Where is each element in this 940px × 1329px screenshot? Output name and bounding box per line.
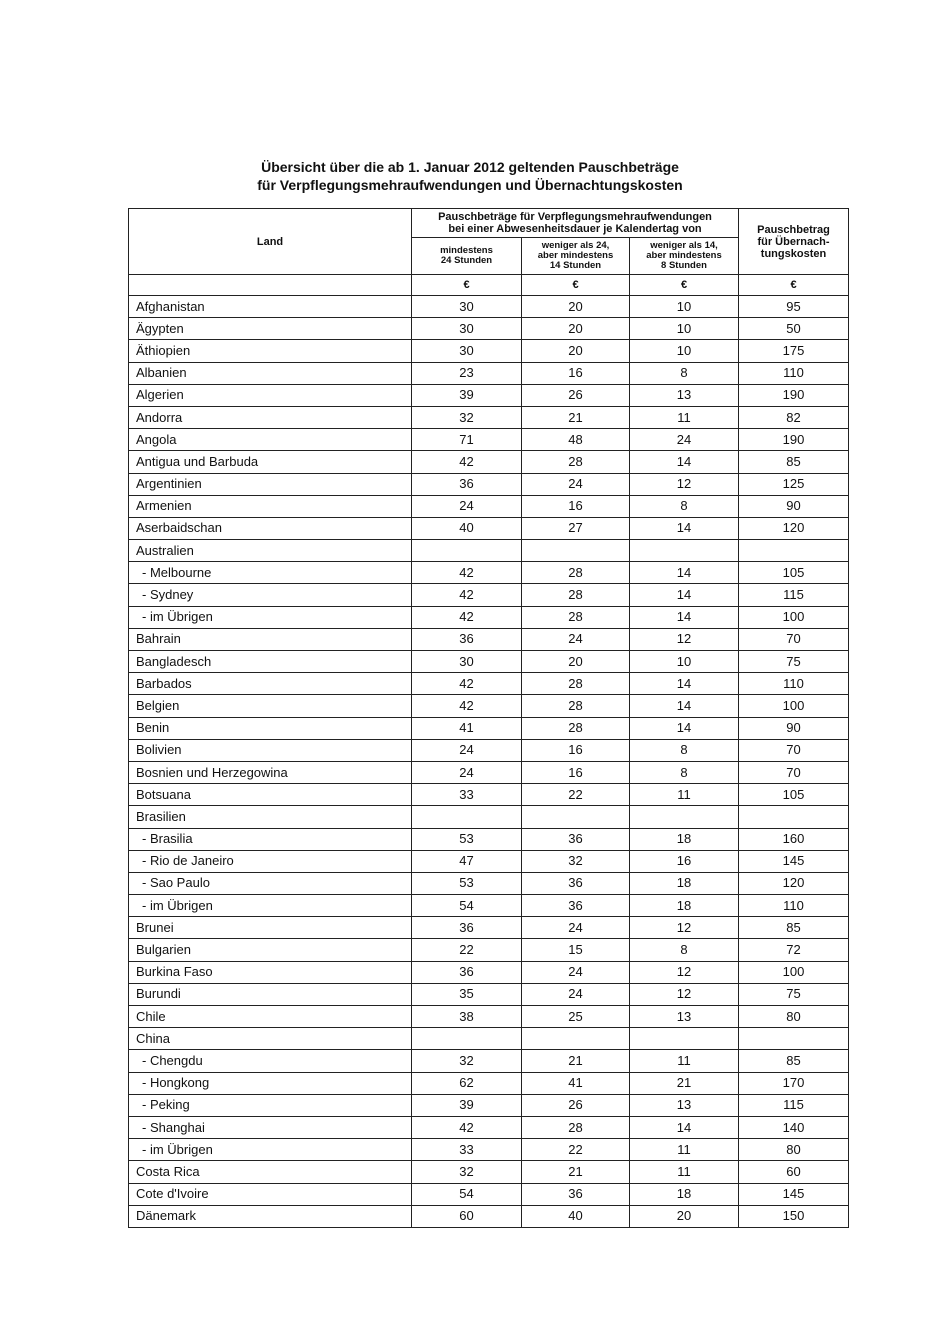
allowance-14h: 24 (522, 473, 630, 495)
allowance-24h: 24 (412, 739, 522, 761)
table-row (129, 384, 849, 406)
allowance-14h: 20 (522, 318, 630, 340)
allowance-overnight: 105 (739, 784, 849, 806)
allowance-8h: 12 (630, 983, 739, 1005)
header-14h-line-2: aber mindestens (537, 250, 614, 261)
table-row (129, 872, 849, 894)
allowance-overnight: 80 (739, 1139, 849, 1161)
allowance-14h: 20 (522, 296, 630, 318)
header-8h-line-1: weniger als 14, (650, 240, 718, 251)
header-24h-line-1: mindestens (440, 245, 493, 256)
country-name: Burundi (129, 983, 412, 1005)
allowance-24h: 54 (412, 1183, 522, 1205)
allowance-14h: 28 (522, 717, 630, 739)
allowance-24h: 42 (412, 1116, 522, 1138)
allowance-8h: 12 (630, 961, 739, 983)
allowance-14h: 21 (522, 1161, 630, 1183)
table-row (129, 1094, 849, 1116)
allowance-24h: 42 (412, 584, 522, 606)
allowance-24h: 23 (412, 362, 522, 384)
country-name: Bulgarien (129, 939, 412, 961)
country-name: Argentinien (129, 473, 412, 495)
allowance-8h (630, 540, 739, 562)
allowance-overnight: 105 (739, 562, 849, 584)
header-24h-line-2: 24 Stunden (440, 255, 493, 266)
allowance-overnight: 70 (739, 761, 849, 783)
allowance-24h: 53 (412, 828, 522, 850)
table-row (129, 606, 849, 628)
allowance-8h: 11 (630, 784, 739, 806)
table-row (129, 1139, 849, 1161)
allowance-overnight: 80 (739, 1006, 849, 1028)
country-name: Belgien (129, 695, 412, 717)
table-row (129, 695, 849, 717)
allowance-8h (630, 1028, 739, 1050)
allowance-overnight: 85 (739, 451, 849, 473)
country-name: - im Übrigen (129, 1139, 412, 1161)
country-name: Aserbaidschan (129, 517, 412, 539)
allowance-overnight: 125 (739, 473, 849, 495)
allowance-8h: 14 (630, 673, 739, 695)
allowance-overnight: 90 (739, 495, 849, 517)
allowance-8h: 14 (630, 695, 739, 717)
allowance-14h: 25 (522, 1006, 630, 1028)
allowance-overnight: 70 (739, 739, 849, 761)
header-land: Land (129, 209, 412, 275)
header-8h-line-2: aber mindestens (646, 250, 722, 261)
header-currency-blank (129, 275, 412, 296)
country-name: - Brasilia (129, 828, 412, 850)
allowance-overnight: 120 (739, 872, 849, 894)
document-title (0, 158, 940, 194)
allowance-24h: 24 (412, 495, 522, 517)
allowance-overnight: 115 (739, 1094, 849, 1116)
table-body (129, 296, 849, 1228)
table-row (129, 1116, 849, 1138)
header-currency-14h: € (522, 275, 630, 296)
allowance-14h: 36 (522, 895, 630, 917)
allowance-14h: 28 (522, 451, 630, 473)
allowance-8h: 14 (630, 717, 739, 739)
allowance-24h: 30 (412, 651, 522, 673)
allowance-overnight: 175 (739, 340, 849, 362)
allowance-overnight: 60 (739, 1161, 849, 1183)
allowance-14h (522, 1028, 630, 1050)
allowance-24h: 32 (412, 1161, 522, 1183)
country-name: Bahrain (129, 628, 412, 650)
table-row (129, 406, 849, 428)
allowance-14h: 28 (522, 562, 630, 584)
allowance-8h: 13 (630, 384, 739, 406)
allowance-14h: 28 (522, 695, 630, 717)
allowance-24h: 39 (412, 384, 522, 406)
allowance-24h: 33 (412, 784, 522, 806)
country-name: Australien (129, 540, 412, 562)
table-row (129, 917, 849, 939)
table-row (129, 1050, 849, 1072)
allowance-14h: 16 (522, 495, 630, 517)
allowance-8h: 10 (630, 340, 739, 362)
allowance-24h: 71 (412, 429, 522, 451)
table-row (129, 495, 849, 517)
table-row (129, 806, 849, 828)
allowance-overnight: 110 (739, 895, 849, 917)
allowance-8h: 16 (630, 850, 739, 872)
allowance-overnight: 115 (739, 584, 849, 606)
allowance-8h: 8 (630, 362, 739, 384)
country-name: Bangladesch (129, 651, 412, 673)
country-name: Armenien (129, 495, 412, 517)
table-row (129, 784, 849, 806)
allowance-8h: 18 (630, 895, 739, 917)
allowance-14h: 20 (522, 651, 630, 673)
allowance-8h (630, 806, 739, 828)
table-row (129, 961, 849, 983)
country-name: - Sao Paulo (129, 872, 412, 894)
allowance-8h: 12 (630, 917, 739, 939)
header-group-line-1: Pauschbeträge für Verpflegungsmehraufwendungen (438, 211, 712, 223)
title-line-1: Übersicht über die ab 1. Januar 2012 geltenden Pauschbeträge (261, 159, 679, 175)
allowance-14h: 16 (522, 761, 630, 783)
country-name: Albanien (129, 362, 412, 384)
allowance-8h: 14 (630, 562, 739, 584)
title-line-2: für Verpflegungsmehraufwendungen und Übernachtungskosten (257, 177, 683, 193)
allowance-8h: 18 (630, 828, 739, 850)
allowance-14h: 28 (522, 606, 630, 628)
allowance-24h: 47 (412, 850, 522, 872)
allowance-24h: 40 (412, 517, 522, 539)
table-row (129, 1072, 849, 1094)
table-row (129, 429, 849, 451)
allowance-14h: 41 (522, 1072, 630, 1094)
allowance-24h: 38 (412, 1006, 522, 1028)
allowance-8h: 13 (630, 1006, 739, 1028)
allowance-24h: 33 (412, 1139, 522, 1161)
allowance-8h: 10 (630, 296, 739, 318)
header-meal-allowance-group (412, 209, 739, 238)
table-row (129, 540, 849, 562)
header-8h (630, 238, 739, 275)
country-name: Brunei (129, 917, 412, 939)
country-name: Bolivien (129, 739, 412, 761)
country-name: Ägypten (129, 318, 412, 340)
allowance-14h (522, 540, 630, 562)
allowance-overnight: 170 (739, 1072, 849, 1094)
allowance-overnight (739, 540, 849, 562)
allowance-overnight: 140 (739, 1116, 849, 1138)
allowance-14h: 22 (522, 1139, 630, 1161)
country-name: Chile (129, 1006, 412, 1028)
allowance-8h: 20 (630, 1205, 739, 1227)
allowance-8h: 18 (630, 872, 739, 894)
table-row (129, 850, 849, 872)
allowance-24h: 42 (412, 451, 522, 473)
allowance-24h: 32 (412, 1050, 522, 1072)
allowance-8h: 14 (630, 451, 739, 473)
allowance-24h: 30 (412, 296, 522, 318)
allowance-14h: 21 (522, 406, 630, 428)
allowance-14h: 16 (522, 739, 630, 761)
allowance-14h: 27 (522, 517, 630, 539)
allowance-14h: 21 (522, 1050, 630, 1072)
header-8h-line-3: 8 Stunden (661, 260, 707, 271)
header-currency-24h: € (412, 275, 522, 296)
table-row (129, 318, 849, 340)
allowance-8h: 24 (630, 429, 739, 451)
allowance-14h: 36 (522, 828, 630, 850)
allowance-8h: 14 (630, 606, 739, 628)
header-14h (522, 238, 630, 275)
table-row (129, 628, 849, 650)
allowance-8h: 11 (630, 1050, 739, 1072)
allowance-14h: 24 (522, 961, 630, 983)
allowance-24h: 22 (412, 939, 522, 961)
header-24h (412, 238, 522, 275)
allowance-overnight: 72 (739, 939, 849, 961)
country-name: - Sydney (129, 584, 412, 606)
allowance-14h: 26 (522, 1094, 630, 1116)
allowance-8h: 10 (630, 318, 739, 340)
allowance-overnight: 75 (739, 983, 849, 1005)
table-row (129, 1183, 849, 1205)
allowance-overnight: 190 (739, 429, 849, 451)
table-row (129, 362, 849, 384)
allowance-24h: 32 (412, 406, 522, 428)
country-name: Brasilien (129, 806, 412, 828)
table-row (129, 983, 849, 1005)
allowance-14h: 28 (522, 1116, 630, 1138)
allowance-14h: 40 (522, 1205, 630, 1227)
allowance-14h: 36 (522, 872, 630, 894)
header-pausch-line-1: Pauschbetrag (757, 223, 830, 236)
country-name: Algerien (129, 384, 412, 406)
table-row (129, 340, 849, 362)
allowance-8h: 10 (630, 651, 739, 673)
allowance-14h: 22 (522, 784, 630, 806)
allowance-24h: 36 (412, 473, 522, 495)
allowance-24h: 39 (412, 1094, 522, 1116)
country-name: - Hongkong (129, 1072, 412, 1094)
country-name: - Rio de Janeiro (129, 850, 412, 872)
allowance-14h: 32 (522, 850, 630, 872)
country-name: Antigua und Barbuda (129, 451, 412, 473)
table-row (129, 939, 849, 961)
allowance-24h: 41 (412, 717, 522, 739)
table-row (129, 1028, 849, 1050)
allowance-8h: 8 (630, 761, 739, 783)
allowance-14h: 16 (522, 362, 630, 384)
allowance-overnight: 110 (739, 673, 849, 695)
allowance-8h: 13 (630, 1094, 739, 1116)
country-name: Costa Rica (129, 1161, 412, 1183)
allowance-overnight: 145 (739, 1183, 849, 1205)
table-row (129, 1161, 849, 1183)
table-row (129, 895, 849, 917)
allowance-overnight: 82 (739, 406, 849, 428)
table-row (129, 828, 849, 850)
allowance-8h: 11 (630, 1161, 739, 1183)
country-name: Äthiopien (129, 340, 412, 362)
allowance-8h: 21 (630, 1072, 739, 1094)
allowance-8h: 12 (630, 473, 739, 495)
allowance-14h: 26 (522, 384, 630, 406)
header-pausch-line-3: tungskosten (760, 247, 827, 260)
allowance-24h: 53 (412, 872, 522, 894)
allowance-14h: 24 (522, 628, 630, 650)
table-row (129, 717, 849, 739)
allowance-24h: 62 (412, 1072, 522, 1094)
country-name: Andorra (129, 406, 412, 428)
header-overnight-allowance (739, 209, 849, 275)
allowance-24h: 24 (412, 761, 522, 783)
allowance-overnight (739, 806, 849, 828)
table-row (129, 562, 849, 584)
allowance-14h: 20 (522, 340, 630, 362)
header-pausch-line-2: für Übernach- (757, 235, 830, 248)
allowance-overnight: 90 (739, 717, 849, 739)
allowance-14h: 36 (522, 1183, 630, 1205)
country-name: Burkina Faso (129, 961, 412, 983)
allowance-overnight: 150 (739, 1205, 849, 1227)
allowance-24h: 42 (412, 695, 522, 717)
table-row (129, 739, 849, 761)
allowance-overnight: 95 (739, 296, 849, 318)
allowance-24h: 54 (412, 895, 522, 917)
allowance-table (128, 208, 849, 1228)
header-14h-line-1: weniger als 24, (541, 240, 610, 251)
table-row (129, 584, 849, 606)
allowance-8h: 8 (630, 939, 739, 961)
table-row (129, 296, 849, 318)
allowance-overnight: 145 (739, 850, 849, 872)
allowance-8h: 18 (630, 1183, 739, 1205)
allowance-14h: 24 (522, 983, 630, 1005)
allowance-8h: 14 (630, 584, 739, 606)
allowance-overnight: 160 (739, 828, 849, 850)
allowance-overnight: 110 (739, 362, 849, 384)
allowance-8h: 12 (630, 628, 739, 650)
allowance-14h (522, 806, 630, 828)
country-name: Bosnien und Herzegowina (129, 761, 412, 783)
country-name: - im Übrigen (129, 606, 412, 628)
allowance-overnight: 120 (739, 517, 849, 539)
country-name: Dänemark (129, 1205, 412, 1227)
allowance-24h: 60 (412, 1205, 522, 1227)
allowance-overnight (739, 1028, 849, 1050)
allowance-overnight: 50 (739, 318, 849, 340)
table-row (129, 473, 849, 495)
country-name: Benin (129, 717, 412, 739)
allowance-24h: 42 (412, 562, 522, 584)
allowance-8h: 14 (630, 1116, 739, 1138)
allowance-24h: 42 (412, 606, 522, 628)
table-row (129, 761, 849, 783)
allowance-24h: 35 (412, 983, 522, 1005)
allowance-overnight: 100 (739, 961, 849, 983)
header-14h-line-3: 14 Stunden (549, 260, 602, 271)
allowance-overnight: 70 (739, 628, 849, 650)
allowance-overnight: 100 (739, 695, 849, 717)
allowance-overnight: 85 (739, 917, 849, 939)
allowance-overnight: 85 (739, 1050, 849, 1072)
allowance-24h: 36 (412, 628, 522, 650)
allowance-8h: 11 (630, 406, 739, 428)
allowance-24h (412, 540, 522, 562)
header-currency-8h: € (630, 275, 739, 296)
country-name: - Peking (129, 1094, 412, 1116)
table-row (129, 517, 849, 539)
country-name: China (129, 1028, 412, 1050)
header-group-line-2: bei einer Abwesenheitsdauer je Kalendertag von (448, 223, 702, 235)
country-name: Afghanistan (129, 296, 412, 318)
allowance-14h: 24 (522, 917, 630, 939)
allowance-14h: 48 (522, 429, 630, 451)
allowance-14h: 28 (522, 673, 630, 695)
allowance-14h: 28 (522, 584, 630, 606)
table-row (129, 451, 849, 473)
allowance-8h: 14 (630, 517, 739, 539)
country-name: - Chengdu (129, 1050, 412, 1072)
allowance-overnight: 190 (739, 384, 849, 406)
allowance-24h: 42 (412, 673, 522, 695)
country-name: Botsuana (129, 784, 412, 806)
country-name: - Melbourne (129, 562, 412, 584)
allowance-24h: 36 (412, 961, 522, 983)
allowance-24h (412, 806, 522, 828)
table-row (129, 651, 849, 673)
allowance-overnight: 75 (739, 651, 849, 673)
country-name: - Shanghai (129, 1116, 412, 1138)
allowance-overnight: 100 (739, 606, 849, 628)
allowance-14h: 15 (522, 939, 630, 961)
allowance-8h: 11 (630, 1139, 739, 1161)
header-currency-night: € (739, 275, 849, 296)
allowance-8h: 8 (630, 739, 739, 761)
table-row (129, 1205, 849, 1227)
country-name: Barbados (129, 673, 412, 695)
allowance-8h: 8 (630, 495, 739, 517)
country-name: Angola (129, 429, 412, 451)
allowance-24h (412, 1028, 522, 1050)
table-row (129, 1006, 849, 1028)
allowance-24h: 30 (412, 318, 522, 340)
country-name: - im Übrigen (129, 895, 412, 917)
table-row (129, 673, 849, 695)
allowance-24h: 30 (412, 340, 522, 362)
allowance-24h: 36 (412, 917, 522, 939)
country-name: Cote d'Ivoire (129, 1183, 412, 1205)
